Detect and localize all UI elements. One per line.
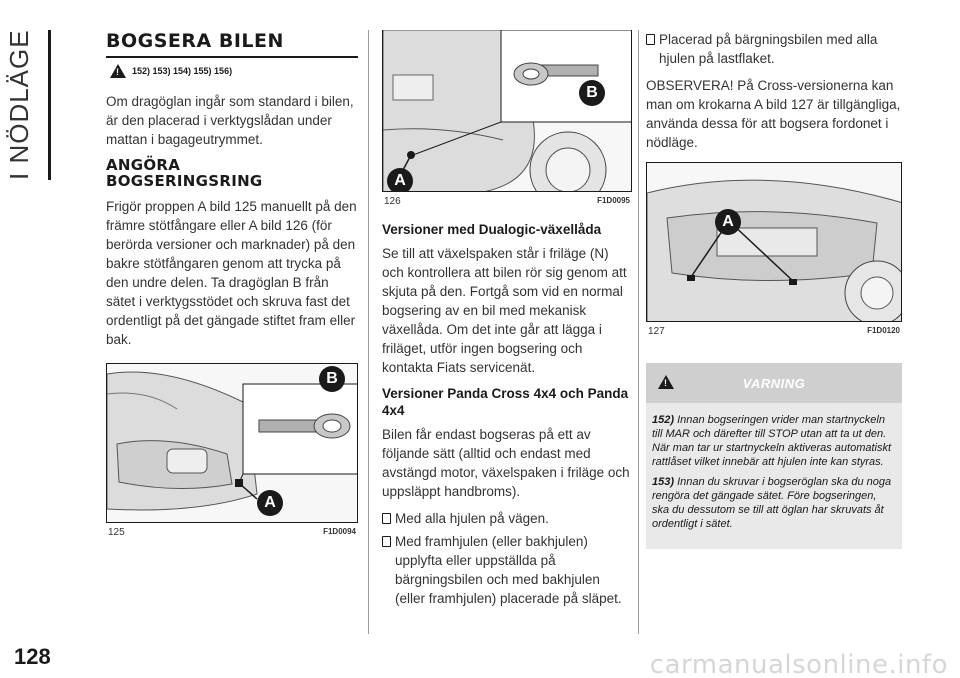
figure-125-wrap xyxy=(106,363,358,538)
chapter-tab-label: I NÖDLÄGE xyxy=(4,29,34,180)
warning-item xyxy=(652,413,894,469)
figure-126-code: F1D0095 xyxy=(597,196,630,205)
checkbox-icon xyxy=(382,513,391,524)
figure-125-illustration xyxy=(107,364,358,523)
list-item xyxy=(382,509,632,528)
figure-127-code: F1D0120 xyxy=(867,326,900,335)
warning-body xyxy=(646,403,902,549)
list-item xyxy=(382,532,632,608)
column-3 xyxy=(646,30,902,549)
label-a: A xyxy=(715,209,741,235)
warning-item-number: 152) xyxy=(652,414,675,426)
warning-refs xyxy=(106,64,358,78)
figure-127-wrap xyxy=(646,162,902,337)
angora-title-line2: BOGSERINGSRING xyxy=(106,172,263,190)
warning-box xyxy=(646,363,902,549)
checkbox-icon xyxy=(646,34,655,45)
cross-title: Versioner Panda Cross 4x4 och Panda 4x4 xyxy=(382,386,629,418)
column-1 xyxy=(106,30,358,538)
figure-125-number: 125 xyxy=(108,527,125,538)
column-2 xyxy=(382,30,632,612)
list-item-text: Med framhjulen (eller bakhjulen) upplyfta eller uppställda på bärgningsbilen och med bakhjulen (eller framhjulen) placerade på släpet. xyxy=(395,534,622,606)
list-item xyxy=(646,30,902,68)
label-b: B xyxy=(319,366,345,392)
angora-text: Frigör proppen A bild 125 manuellt på den främre stötfångare eller A bild 126 (för berörda versioner och marknader) på den bakre stötfångaren genom att trycka på den undre delen. Ta dragöglan B från sätet i verktygsstödet och skruva fast det ordentligt på det gängade stiftet fram eller bak. xyxy=(106,199,357,347)
figure-126-illustration xyxy=(383,30,632,192)
watermark: carmanualsonline.info xyxy=(649,650,948,678)
cross-text: Bilen får endast bogseras på ett av följande sätt (alltid och endast med avstängd motor, växelspaken i friläge och uppsläppt handbroms). xyxy=(382,427,630,499)
chapter-tab xyxy=(4,30,34,180)
warning-title: VARNING xyxy=(742,375,806,391)
figure-125 xyxy=(106,363,358,523)
warning-item xyxy=(652,475,894,531)
label-b: B xyxy=(579,80,605,106)
page-number: 128 xyxy=(14,644,51,669)
cross-note: OBSERVERA! På Cross-versionerna kan man om krokarna A bild 127 är tillgängliga, använda dessa för att bogsera fordonet i nödläge. xyxy=(646,78,901,150)
figure-126 xyxy=(382,30,632,192)
figure-127 xyxy=(646,162,902,322)
warning-triangle-icon xyxy=(110,64,126,78)
label-a: A xyxy=(387,168,413,192)
figure-127-illustration xyxy=(647,163,902,322)
angora-title-line1: ANGÖRA xyxy=(106,156,181,174)
figure-126-wrap xyxy=(382,30,632,207)
section-title: BOGSERA BILEN xyxy=(106,30,358,58)
dualogic-title: Versioner med Dualogic-växellåda xyxy=(382,222,602,237)
figure-126-caption xyxy=(382,196,632,207)
warning-item-text: Innan bogseringen vrider man startnyckeln till MAR och därefter till STOP utan att ta ut den. När man tar ur startnyckeln aktiveras automatiskt rattlåset vilket innebär att hjulen inte kan styras. xyxy=(652,414,892,468)
figure-125-caption xyxy=(106,527,358,538)
list-item-text: Med alla hjulen på vägen. xyxy=(395,511,549,526)
angora-title xyxy=(106,157,358,189)
figure-127-caption xyxy=(646,326,902,337)
column-divider-2 xyxy=(638,30,639,634)
warning-header xyxy=(646,363,902,403)
warning-item-number: 153) xyxy=(652,476,675,488)
figure-126-number: 126 xyxy=(384,196,401,207)
figure-125-code: F1D0094 xyxy=(323,527,356,536)
figure-127-number: 127 xyxy=(648,326,665,337)
intro-text: Om dragöglan ingår som standard i bilen, är den placerad i verktygslådan under mattan i bagageutrymmet. xyxy=(106,94,354,147)
list-item-text: Placerad på bärgningsbilen med alla hjulen på lastflaket. xyxy=(659,32,878,66)
warning-triangle-icon xyxy=(658,375,674,389)
checkbox-icon xyxy=(382,536,391,547)
warning-item-text: Innan du skruvar i bogseröglan ska du noga rengöra det gängade sätet. Före bogseringen, ska du dessutom se till att öglan har skruvats åt ordentligt i sätet. xyxy=(652,476,892,530)
column-divider-1 xyxy=(368,30,369,634)
dualogic-text: Se till att växelspaken står i friläge (N) och kontrollera att bilen rör sig genom att skjuta på den. Fortgå som vid en normal bogsering av en bil med mekanisk växellåda. Om det inte går att lägga i friläget, utför ingen bogsering och kontakta Fiats servicenät. xyxy=(382,246,627,375)
chapter-tab-bar xyxy=(48,30,51,180)
warning-refs-text: 152) 153) 154) 155) 156) xyxy=(132,66,233,76)
label-a: A xyxy=(257,490,283,516)
